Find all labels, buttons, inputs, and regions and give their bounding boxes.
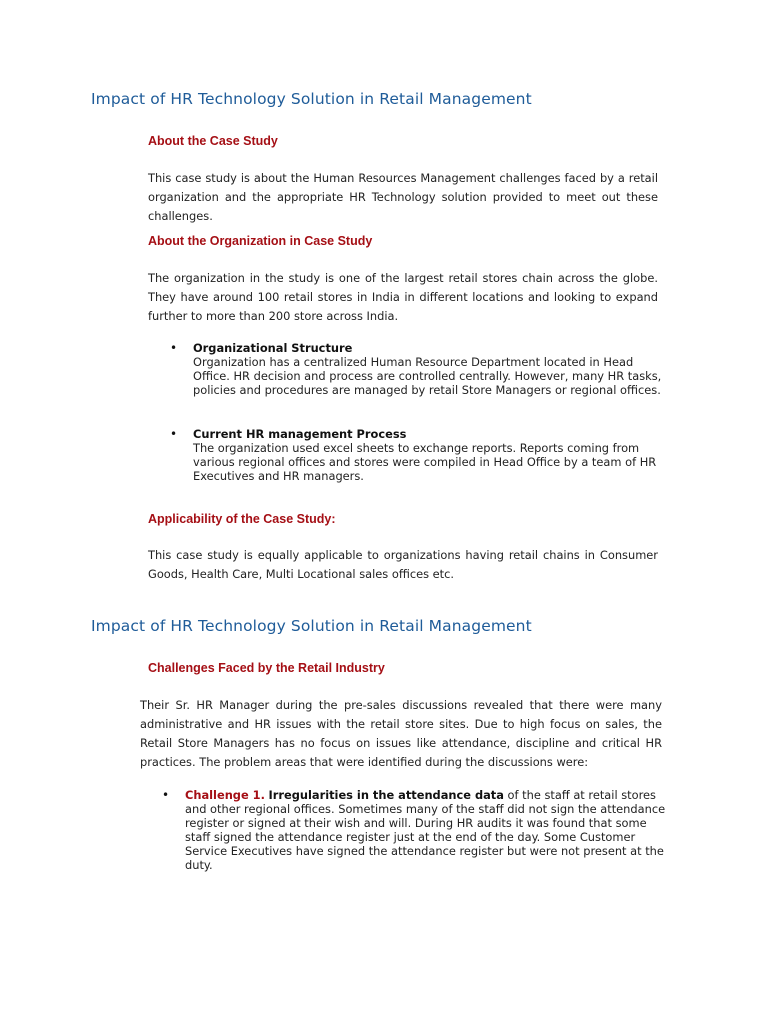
applicability-text: This case study is equally applicable to organizations having retail chains in Consumer Goods, Health Care, Multi Locational sales offices etc. [148, 548, 658, 581]
bullet-icon: • [170, 427, 178, 441]
list-item-title: Organizational Structure [193, 341, 353, 355]
applicability-heading: Applicability of the Case Study: [148, 512, 336, 526]
page-title: Impact of HR Technology Solution in Retail Management [91, 90, 532, 108]
list-item-current-hr-process [193, 427, 673, 483]
challenges-heading: Challenges Faced by the Retail Industry [148, 661, 385, 675]
about-case-study-heading: About the Case Study [148, 134, 278, 148]
section-title: Impact of HR Technology Solution in Retail Management [91, 617, 532, 635]
bullet-icon: • [170, 341, 178, 355]
challenge-title: Irregularities in the attendance data [268, 788, 504, 802]
list-item-text: The organization used excel sheets to exchange reports. Reports coming from various regional offices and stores were compiled in Head Office by a team of HR Executives and HR managers. [193, 441, 657, 483]
challenge-label: Challenge 1. [185, 788, 265, 802]
about-organization-text: The organization in the study is one of the largest retail stores chain across the globe. They have around 100 retail stores in India in different locations and looking to expand further to more than 200 store across India. [148, 271, 658, 323]
list-item-text: Organization has a centralized Human Resource Department located in Head Office. HR decision and process are controlled centrally. However, many HR tasks, policies and procedures are managed by retail Store Managers or regional offices. [193, 355, 662, 397]
challenges-text: Their Sr. HR Manager during the pre-sales discussions revealed that there were many administrative and HR issues with the retail store sites. Due to high focus on sales, the Retail Store Managers has no focus on issues like attendance, discipline and critical HR practices. The problem areas that were identified during the discussions were: [140, 698, 662, 769]
list-item-title: Current HR management Process [193, 427, 407, 441]
about-case-study-text: This case study is about the Human Resources Management challenges faced by a retail organization and the appropriate HR Technology solution provided to meet out these challenges. [148, 171, 658, 223]
list-item-organizational-structure [193, 341, 673, 397]
challenge-text: of the staff at retail stores and other regional offices. Sometimes many of the staff did not sign the attendance register or signed at their wish and will. During HR audits it was found that some staff signed the attendance register just at the end of the day. Some Customer Service Executives have signed the attendance register but were not present at the duty. [185, 788, 666, 872]
about-organization-heading: About the Organization in Case Study [148, 234, 373, 248]
bullet-icon: • [162, 788, 170, 802]
list-item-challenge-1 [185, 788, 675, 872]
